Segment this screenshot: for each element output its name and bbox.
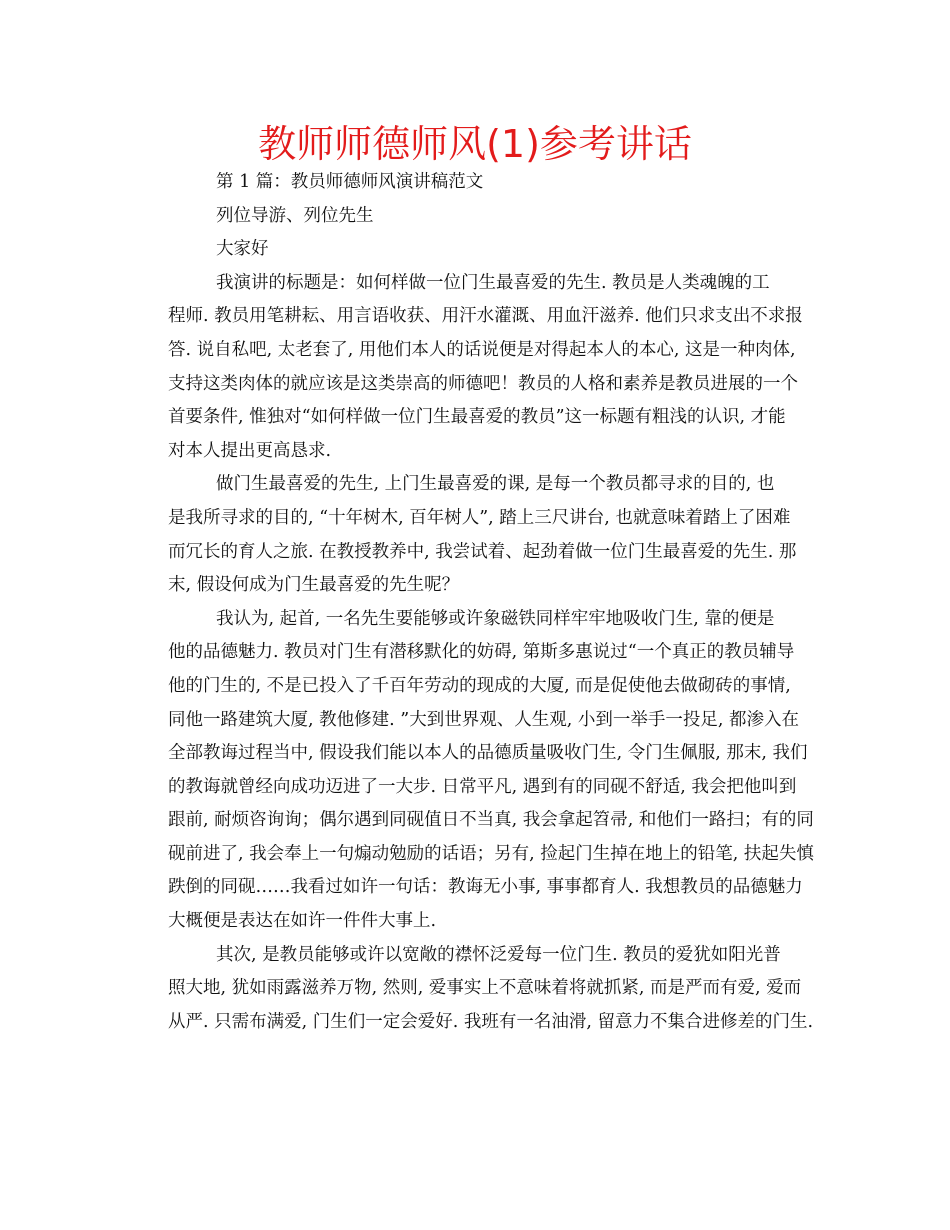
- text-line: 他的门生的, 不是已投入了千百年劳动的现成的大厦, 而是促使他去做砌砖的事情,: [168, 675, 791, 696]
- text-line: 全部教诲过程当中, 假设我们能以本人的品德质量吸收门生, 令门生佩服, 那末, 我们: [168, 743, 808, 764]
- text-line: 跌倒的同砚……我看过如许一句话：教诲无小事, 事事都育人. 我想教员的品德魅力: [168, 877, 803, 898]
- text-line: 其次, 是教员能够或许以宽敞的襟怀泛爱每一位门生. 教员的爱犹如阳光普: [216, 944, 781, 965]
- text-line: 末, 假设何成为门生最喜爱的先生呢？: [168, 575, 460, 596]
- text-line: 大概便是表达在如许一件件大事上.: [168, 911, 437, 932]
- text-line: 支持这类肉体的就应该是这类崇高的师德吧！教员的人格和素养是教员进展的一个: [168, 373, 798, 394]
- text-line: 我演讲的标题是：如何样做一位门生最喜爱的先生. 教员是人类魂魄的工: [216, 272, 770, 293]
- document-body: [168, 166, 812, 1039]
- text-line: 同他一路建筑大厦, 教他修建. ”大到世界观、人生观, 小到一举手一投足, 都渗入在: [168, 709, 799, 730]
- text-line: 他的品德魅力. 教员对门生有潜移默化的妨碍, 第斯多惠说过“一个真正的教员辅导: [168, 642, 795, 663]
- text-line: 首要条件, 惟独对“如何样做一位门生最喜爱的教员”这一标题有粗浅的认识, 才能: [168, 407, 786, 428]
- text-line: 而冗长的育人之旅. 在教授教养中, 我尝试着、起劲着做一位门生最喜爱的先生. 那: [168, 541, 797, 562]
- salutation-line: 列位导游、列位先生: [216, 205, 374, 226]
- document-title: 教师师德师风(1)参考讲话: [258, 122, 692, 166]
- text-line: 是我所寻求的目的, “十年树木, 百年树人”, 踏上三尺讲台, 也就意味着踏上了困难: [168, 507, 791, 528]
- paragraph-3: [168, 603, 812, 939]
- greeting-line: 大家好: [216, 239, 269, 260]
- text-line: 从严. 只需布满爱, 门生们一定会爱好. 我班有一名油滑, 留意力不集合进修差的门生.: [168, 1011, 814, 1032]
- text-line: 我认为, 起首, 一名先生要能够或许象磁铁同样牢牢地吸收门生, 靠的便是: [216, 608, 775, 629]
- text-line: 答. 说自私吧, 太老套了, 用他们本人的话说便是对得起本人的本心, 这是一种肉体,: [168, 339, 796, 360]
- text-line: 的教诲就曾经向成功迈进了一大步. 日常平凡, 遇到有的同砚不舒适, 我会把他叫到: [168, 776, 797, 797]
- text-line: 做门生最喜爱的先生, 上门生最喜爱的课, 是每一个教员都寻求的目的, 也: [216, 474, 775, 495]
- text-line: 对本人提出更高恳求.: [168, 440, 332, 461]
- text-line: 砚前进了, 我会奉上一句煽动勉励的话语；另有, 捡起门生掉在地上的铅笔, 扶起失慎: [168, 843, 814, 864]
- text-line: 跟前, 耐烦咨询询；偶尔遇到同砚值日不当真, 我会拿起笤帚, 和他们一路扫；有的同: [168, 810, 814, 831]
- text-line: 程师. 教员用笔耕耘、用言语收获、用汗水灌溉、用血汗滋养. 他们只求支出不求报: [168, 306, 803, 327]
- heading-line: 第 1 篇：教员师德师风演讲稿范文: [216, 172, 484, 192]
- paragraph-1: [168, 267, 812, 469]
- paragraph-4: [168, 939, 812, 1040]
- text-line: 照大地, 犹如雨露滋养万物, 然则, 爱事实上不意味着将就抓紧, 而是严而有爱, 爱而: [168, 978, 802, 999]
- paragraph-2: [168, 468, 812, 602]
